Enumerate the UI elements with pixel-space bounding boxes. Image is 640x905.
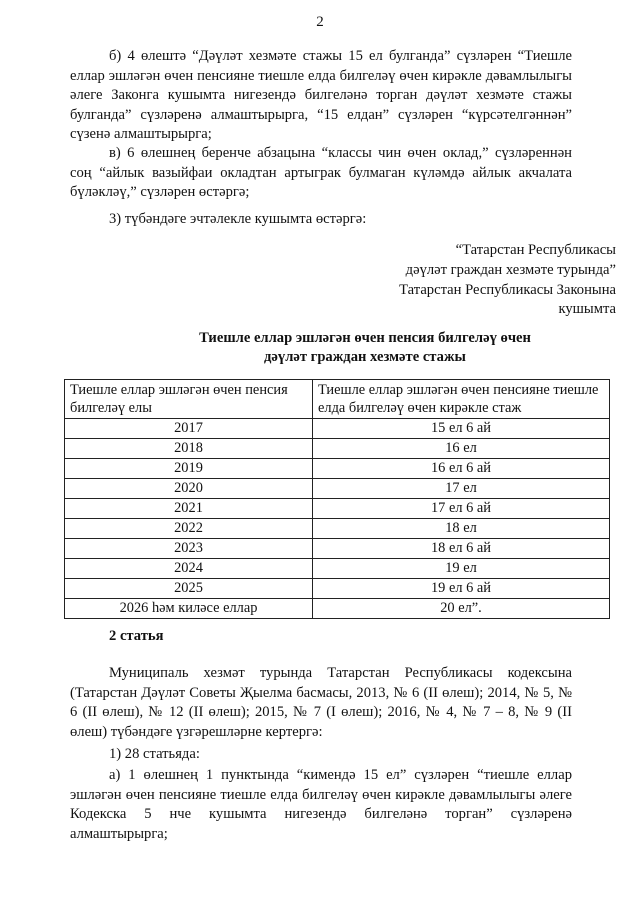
cell-year: 2019 <box>65 459 313 479</box>
cell-stazh: 18 ел 6 ай <box>313 539 610 559</box>
cell-year: 2024 <box>65 559 313 579</box>
cell-year: 2021 <box>65 499 313 519</box>
header-stazh: Тиешле еллар эшләгән өчен пенсияне тиешле елда билгеләү өчен кирәкле стаж <box>313 380 610 419</box>
table-title-line: Тиешле еллар эшләгән өчен пенсия билгеләү өчен <box>199 330 531 346</box>
cell-year: 2022 <box>65 519 313 539</box>
table-row <box>65 519 610 539</box>
table-row <box>65 599 610 619</box>
cell-stazh: 19 ел 6 ай <box>313 579 610 599</box>
paragraph-amendment-v: в) 6 өлешнең беренче абзацына “классы чин өчен оклад,” сүзләреннән соң “айлык вазыйфаи окладтан артыграк булмаган күләмдә айлык акчалата бүләкләү,” сүзләрен өстәргә; <box>70 145 572 200</box>
appendix-signature-block <box>300 241 616 320</box>
cell-year: 2018 <box>65 439 313 459</box>
cell-stazh: 17 ел 6 ай <box>313 499 610 519</box>
cell-year: 2026 һәм киләсе еллар <box>65 599 313 619</box>
table-row <box>65 459 610 479</box>
paragraph-article2-item-a: а) 1 өлешнең 1 пунктында “кимендә 15 ел” сүзләрен “тиешле еллар эшләгән өчен пенсияне тиешле елда билгеләү өчен кирәкле дәвамлылыгы әлеге Кодекска 5 нче кушымта нигезендә билгеләнә торган” сүзләренә алмаштырырга; <box>70 767 572 842</box>
signature-line: Татарстан Республикасы Законына <box>399 281 616 298</box>
table-row <box>65 479 610 499</box>
table-row <box>65 559 610 579</box>
paragraph-amendment-b: б) 4 өлештә “Дәүләт хезмәте стажы 15 ел булганда” сүзләрен “Тиешле еллар эшләгән өчен пенсияне тиешле елда билгеләү өчен кирәкле дәвамлылыгы әлеге Законга кушымта нигезендә билгеләнә торган дәүләт хезмәте стажы булганда” сүзләренә алмаштырырга, “15 елдан” сүзләрен “күрсәтелгәннән” сүзенә алмаштырырга; <box>70 48 572 142</box>
cell-stazh: 16 ел 6 ай <box>313 459 610 479</box>
table-row <box>65 439 610 459</box>
cell-stazh: 17 ел <box>313 479 610 499</box>
cell-stazh: 20 ел”. <box>313 599 610 619</box>
cell-year: 2025 <box>65 579 313 599</box>
cell-stazh: 19 ел <box>313 559 610 579</box>
table-title <box>60 329 640 367</box>
table-header-row <box>65 380 610 419</box>
cell-stazh: 15 ел 6 ай <box>313 419 610 439</box>
paragraph-amendment-3: 3) түбәндәге эчтәлекле кушымта өстәргә: <box>109 211 367 227</box>
table-row <box>65 539 610 559</box>
signature-line: дәүләт граждан хезмәте турында” <box>405 261 616 278</box>
table-row <box>65 419 610 439</box>
signature-line: “Татарстан Республикасы <box>455 242 616 258</box>
header-year: Тиешле еллар эшләгән өчен пенсия билгеләү елы <box>65 380 313 419</box>
paragraph-article2-item1: 1) 28 статьяда: <box>109 746 200 762</box>
table-row <box>65 579 610 599</box>
cell-year: 2020 <box>65 479 313 499</box>
service-years-table <box>64 379 610 619</box>
cell-stazh: 16 ел <box>313 439 610 459</box>
cell-year: 2023 <box>65 539 313 559</box>
article-heading: 2 статья <box>109 628 164 644</box>
paragraph-article2-intro: Муниципаль хезмәт турында Татарстан Республикасы кодексына (Татарстан Дәүләт Советы Җыелма басмасы, 2013, № 6 (II өлеш); 2014, № 5, № 6 (II өлеш), № 12 (II өлеш); 2015, № 7 (I өлеш); 2016, № 4, № 7 – 8, № 9 (II өлеш) түбәндәге үзгәрешләрне кертергә: <box>70 665 572 740</box>
table-row <box>65 499 610 519</box>
cell-year: 2017 <box>65 419 313 439</box>
cell-stazh: 18 ел <box>313 519 610 539</box>
page-number: 2 <box>316 14 324 30</box>
table-title-line: дәүләт граждан хезмәте стажы <box>264 349 466 365</box>
signature-line: кушымта <box>558 301 616 318</box>
